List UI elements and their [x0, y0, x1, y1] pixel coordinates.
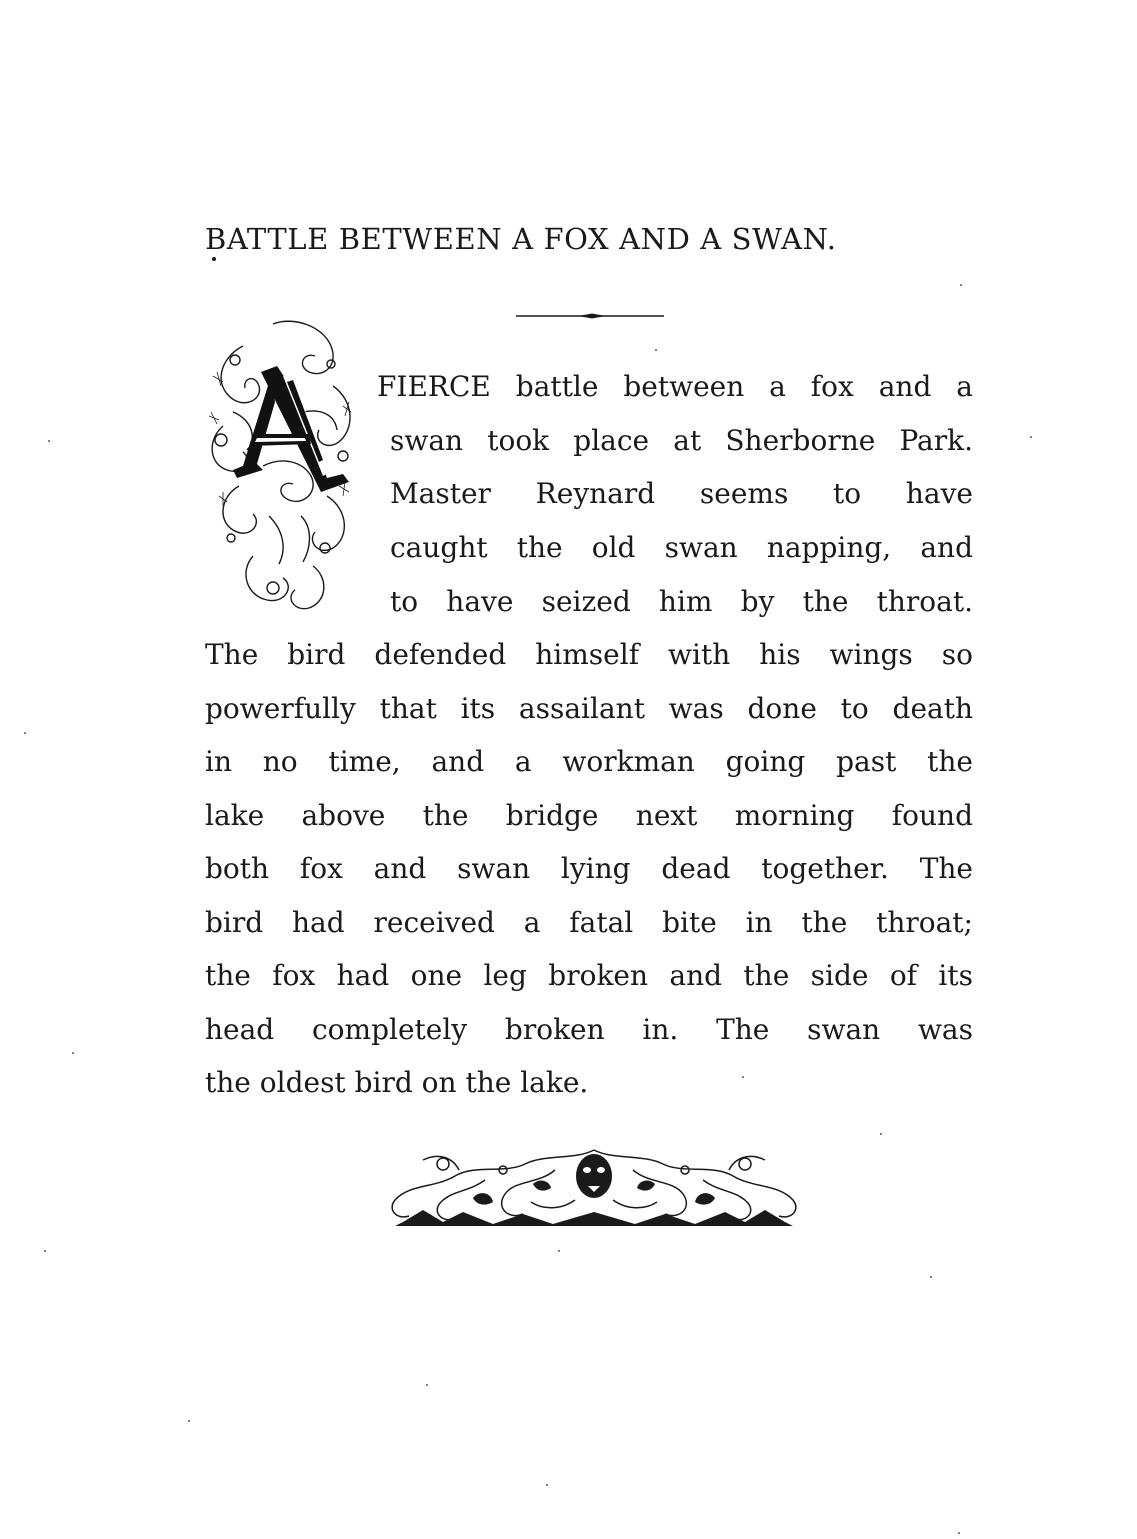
text-line-9: lake above the bridge next morning found — [205, 799, 973, 832]
text-line-3: Master Reynard seems to have — [390, 477, 973, 510]
paper-speck — [48, 440, 50, 442]
paper-speck — [426, 1384, 428, 1386]
text-line-8: in no time, and a workman going past the — [205, 745, 973, 778]
text-line-13: head completely broken in. The swan was — [205, 1013, 973, 1046]
paper-speck — [546, 1484, 548, 1486]
text-line-7: powerfully that its assailant was done to death — [205, 692, 973, 725]
paper-speck — [958, 1532, 960, 1534]
ornamental-drop-cap-a — [203, 316, 359, 616]
page-title: BATTLE BETWEEN A FOX AND A SWAN. — [205, 222, 837, 256]
text-line-12: the fox had one leg broken and the side of its — [205, 959, 973, 992]
paper-speck — [188, 1420, 190, 1422]
text-line-5: to have seized him by the throat. — [390, 585, 973, 618]
paper-speck — [655, 349, 657, 351]
text-line-4: caught the old swan napping, and — [390, 531, 973, 564]
paper-speck — [960, 284, 962, 286]
text-line-10: both fox and swan lying dead together. The — [205, 852, 973, 885]
paper-speck — [930, 1276, 932, 1278]
tailpiece-ornament — [383, 1140, 805, 1228]
text-line-14: the oldest bird on the lake. — [205, 1066, 589, 1099]
paper-speck — [44, 1250, 46, 1252]
text-line-1: FIERCE battle between a fox and a — [377, 370, 973, 403]
paper-speck — [880, 1133, 882, 1135]
title-ink-dot — [212, 257, 216, 261]
text-line-6: The bird defended himself with his wings so — [205, 638, 973, 671]
paper-speck — [1030, 436, 1032, 438]
paper-speck — [72, 1052, 74, 1054]
text-line-11: bird had received a fatal bite in the throat; — [205, 906, 973, 939]
paper-speck — [24, 732, 26, 734]
paper-speck — [558, 1250, 560, 1252]
text-line-2: swan took place at Sherborne Park. — [390, 424, 973, 457]
paper-speck — [742, 1076, 744, 1078]
title-divider-rule — [516, 312, 664, 320]
